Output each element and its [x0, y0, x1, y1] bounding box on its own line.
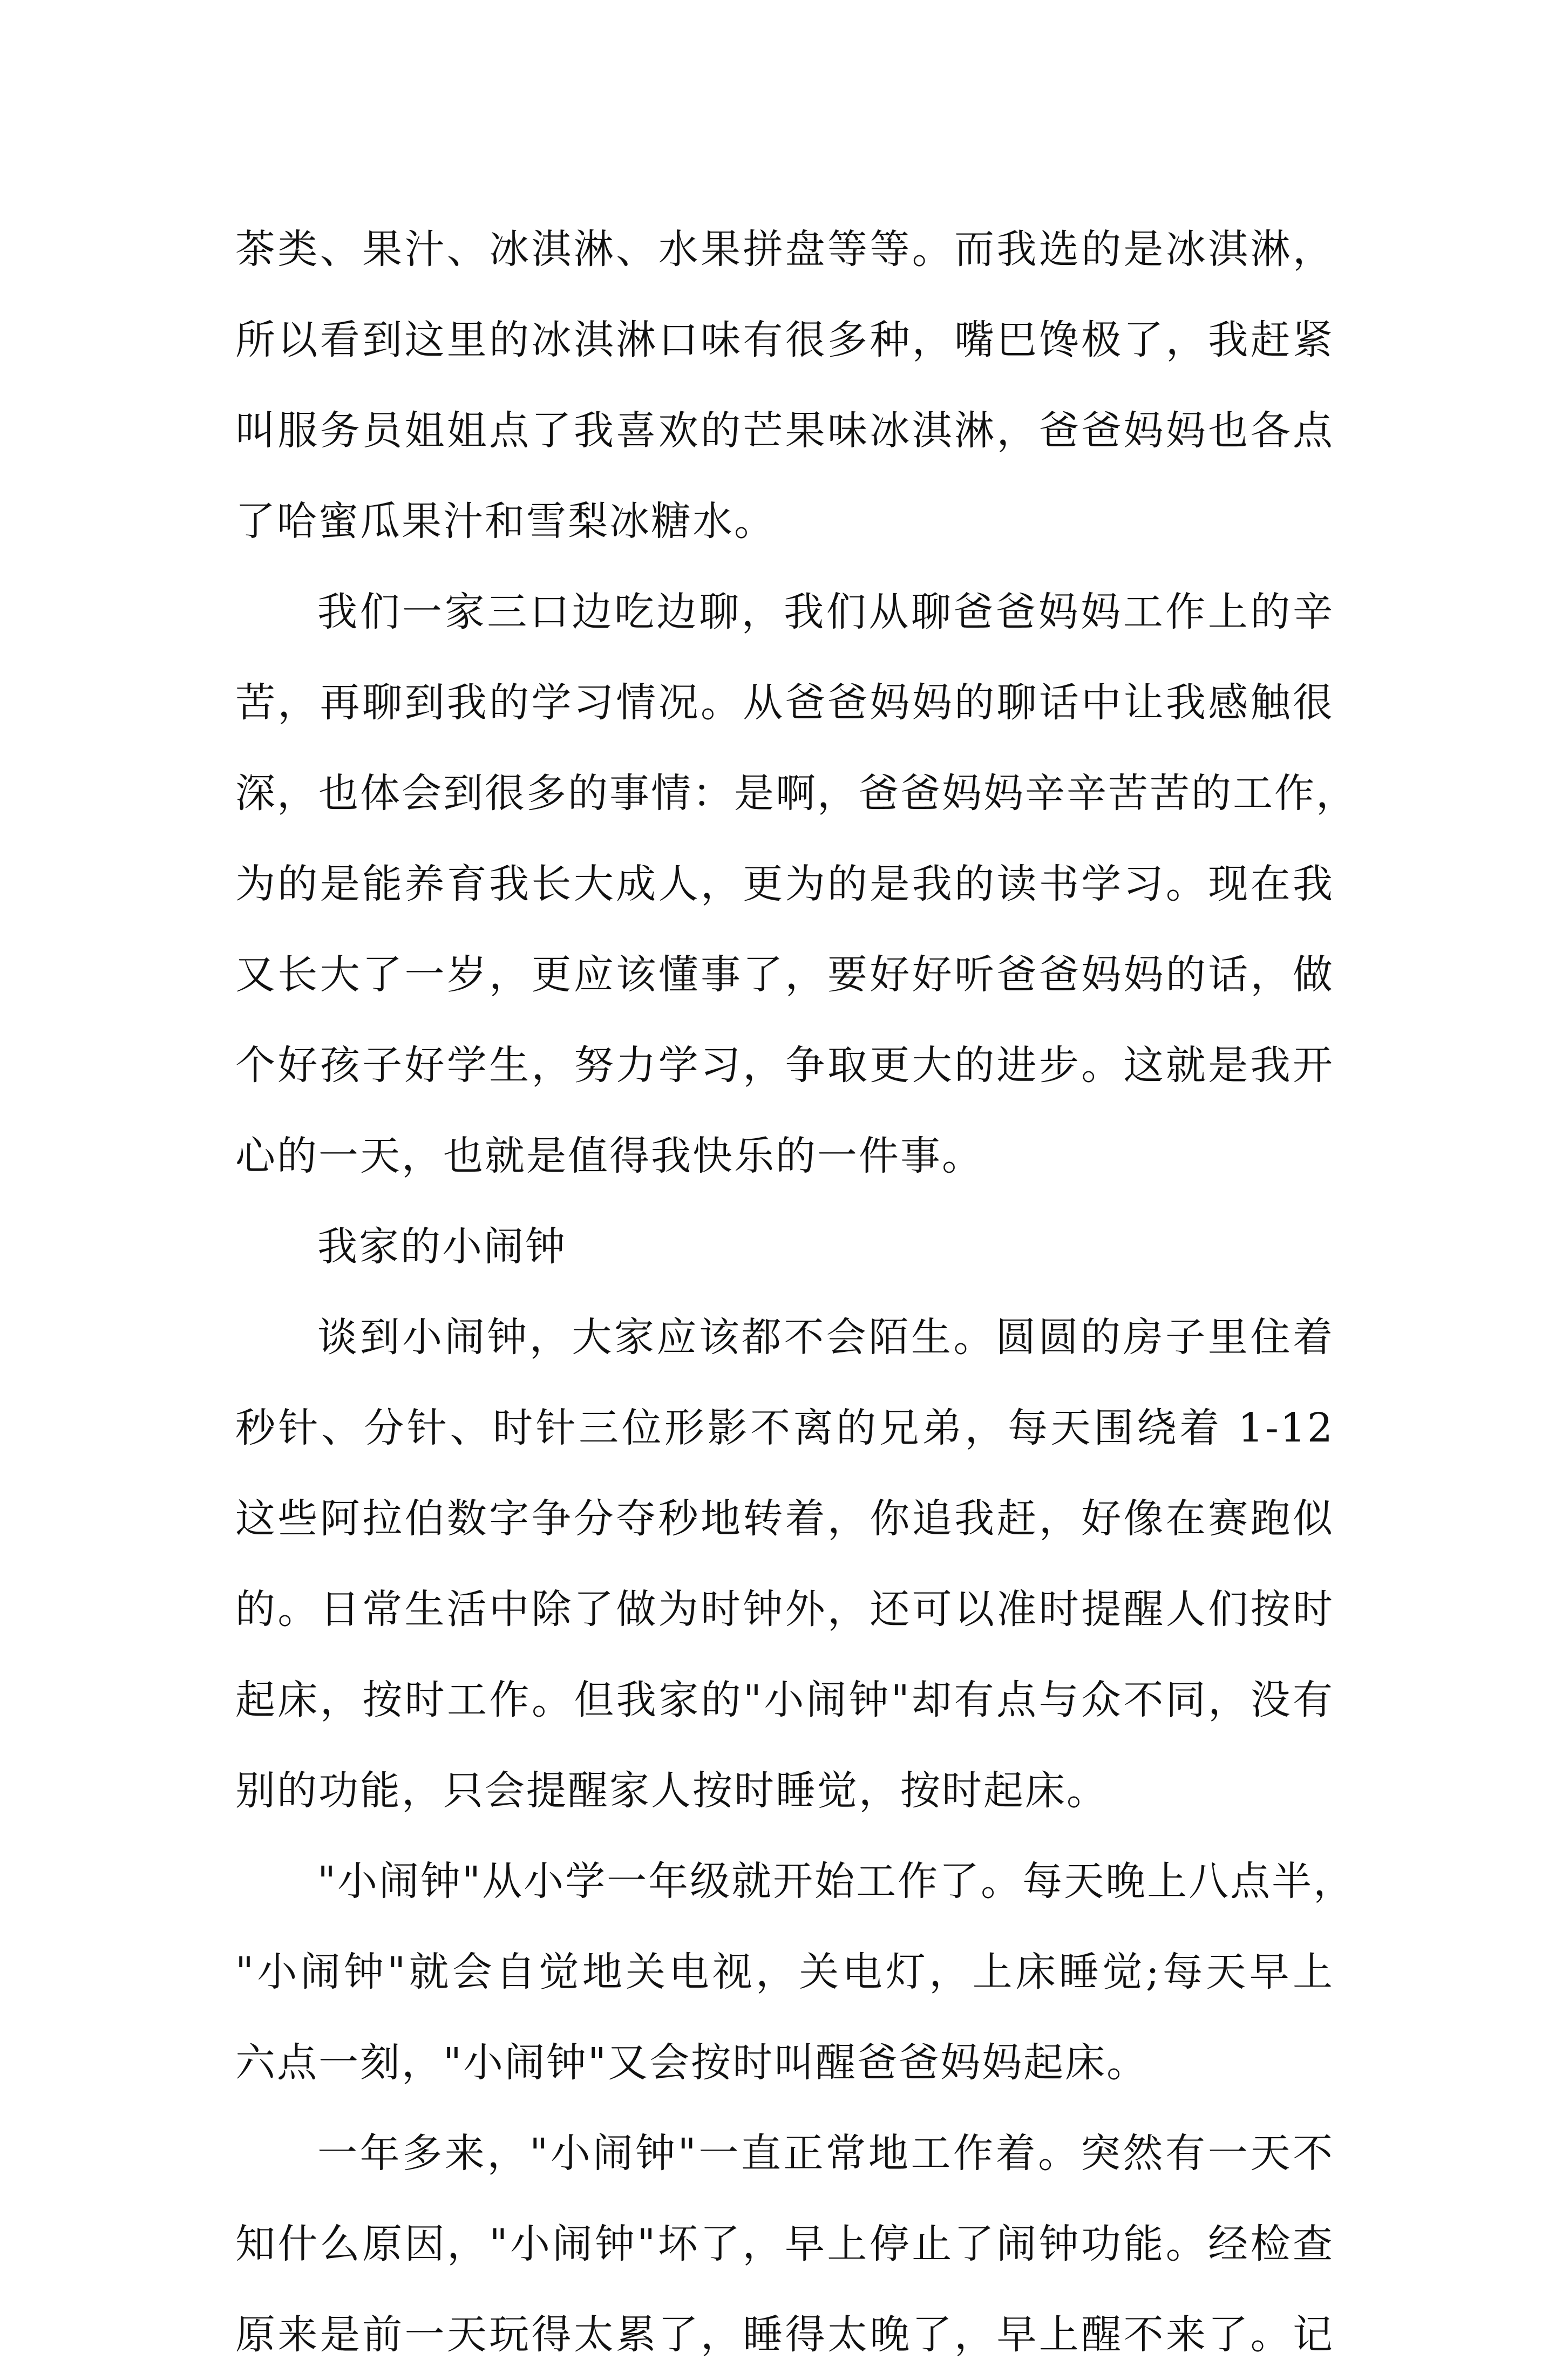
text-line: 又长大了一岁，更应该懂事了，要好好听爸爸妈妈的话，做	[235, 951, 1334, 998]
text-line: "小闹钟"从小学一年级就开始工作了。每天晚上八点半，	[317, 1858, 1355, 1905]
text-line: 谈到小闹钟，大家应该都不会陌生。圆圆的房子里住着	[317, 1314, 1334, 1361]
text-line: 起床，按时工作。但我家的"小闹钟"却有点与众不同，没有	[235, 1677, 1334, 1723]
text-line: 所以看到这里的冰淇淋口味有很多种，嘴巴馋极了，我赶紧	[235, 317, 1334, 363]
text-line: 秒针、分针、时针三位形影不离的兄弟，每天围绕着 1-12	[235, 1405, 1334, 1451]
text-line: 知什么原因，"小闹钟"坏了，早上停止了闹钟功能。经检查	[235, 2221, 1334, 2267]
text-line: 这些阿拉伯数字争分夺秒地转着，你追我赶，好像在赛跑似	[235, 1495, 1334, 1542]
text-line: 我们一家三口边吃边聊，我们从聊爸爸妈妈工作上的辛	[317, 589, 1334, 635]
paragraph	[235, 1836, 1355, 2108]
paragraph	[235, 2108, 1334, 2380]
text-line: 了哈蜜瓜果汁和雪梨冰糖水。	[235, 498, 776, 545]
text-line: 为的是能养育我长大成人，更为的是我的读书学习。现在我	[235, 861, 1334, 907]
section-title-text: 我家的小闹钟	[317, 1223, 567, 1270]
text-line: 原来是前一天玩得太累了，睡得太晚了，早上醒不来了。记	[235, 2311, 1334, 2358]
section-title	[235, 1201, 1334, 1292]
text-line: 茶类、果汁、冰淇淋、水果拼盘等等。而我选的是冰淇淋，	[235, 226, 1334, 273]
text-line: 六点一刻，"小闹钟"又会按时叫醒爸爸妈妈起床。	[235, 2039, 1149, 2086]
text-line: 一年多来，"小闹钟"一直正常地工作着。突然有一天不	[317, 2130, 1334, 2177]
text-line: 深，也体会到很多的事情：是啊，爸爸妈妈辛辛苦苦的工作，	[235, 770, 1357, 817]
text-line: 个好孩子好学生，努力学习，争取更大的进步。这就是我开	[235, 1042, 1334, 1089]
text-line: 的。日常生活中除了做为时钟外，还可以准时提醒人们按时	[235, 1586, 1334, 1633]
text-line: 别的功能，只会提醒家人按时睡觉，按时起床。	[235, 1767, 1108, 1814]
text-column	[235, 204, 1357, 2380]
text-line: 叫服务员姐姐点了我喜欢的芒果味冰淇淋，爸爸妈妈也各点	[235, 407, 1334, 454]
text-line: 心的一天，也就是值得我快乐的一件事。	[235, 1133, 983, 1179]
paragraph-continuation	[235, 204, 1334, 567]
paragraph	[235, 1292, 1334, 1836]
text-line: 苦，再聊到我的学习情况。从爸爸妈妈的聊话中让我感触很	[235, 679, 1334, 726]
text-line: "小闹钟"就会自觉地关电视，关电灯，上床睡觉;每天早上	[235, 1949, 1334, 1995]
paragraph	[235, 567, 1357, 1201]
